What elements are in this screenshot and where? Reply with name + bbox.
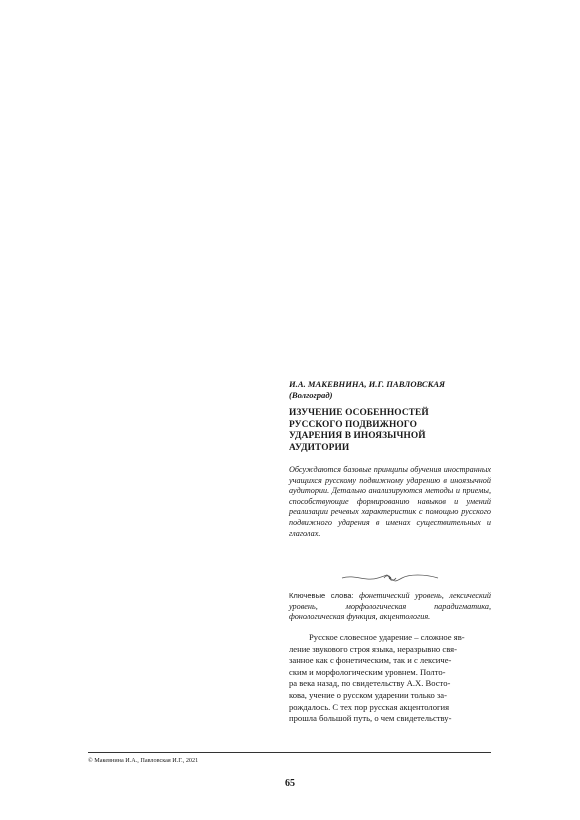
article-keywords [289,591,491,623]
body-line: ра века назад, по свидетельству А.Х. Восто- [289,678,451,689]
body-line: ским и морфологическим уровнем. Полто- [289,666,446,677]
author-names: И.А. МАКЕВНИНА, И.Г. ПАВЛОВСКАЯ [289,379,446,389]
footnote-divider [88,752,491,753]
title-line: РУССКОГО ПОДВИЖНОГО [289,419,418,430]
body-line: Русское словесное ударение – сложное яв- [309,632,465,642]
keywords-label: Ключевые слова: [289,591,354,600]
body-line: прошла большой путь, о чем свидетельству- [289,713,452,724]
body-line: рождалось. С тех пор русская акцентология [289,701,450,712]
title-line: ИЗУЧЕНИЕ ОСОБЕННОСТЕЙ [289,408,429,418]
author-city: (Волгоград) [289,390,333,400]
article-abstract: Обсуждаются базовые принципы обучения иностранных учащихся русскому подвижному ударению в иноязычной аудитории. Детально анализируются методы и приемы, способствующие формированию навыков и умений реализации речевых характеристик с помощью русского подвижного ударения в именах существительных и глаголах. [289,465,491,538]
title-line: АУДИТОРИИ [289,442,350,453]
keywords-text: фонетический уровень, лексический уровень, морфологическая парадигматика, фонологическая функция, акцентология. [289,591,491,622]
copyright-note: © Макевнина И.А., Павловская И.Г., 2021 [88,757,199,764]
article-authors [289,379,491,401]
article-title [289,408,491,454]
ornament-divider-icon [340,572,440,584]
body-line: ление звукового строя языка, неразрывно свя- [289,643,457,654]
title-line: УДАРЕНИЯ В ИНОЯЗЫЧНОЙ [289,431,426,442]
body-line: кова, учение о русском ударении только за- [289,689,447,700]
article-body [289,632,491,725]
body-line: занное как с фонетическим, так и с лексиче- [289,655,452,666]
page-number: 65 [285,778,295,789]
